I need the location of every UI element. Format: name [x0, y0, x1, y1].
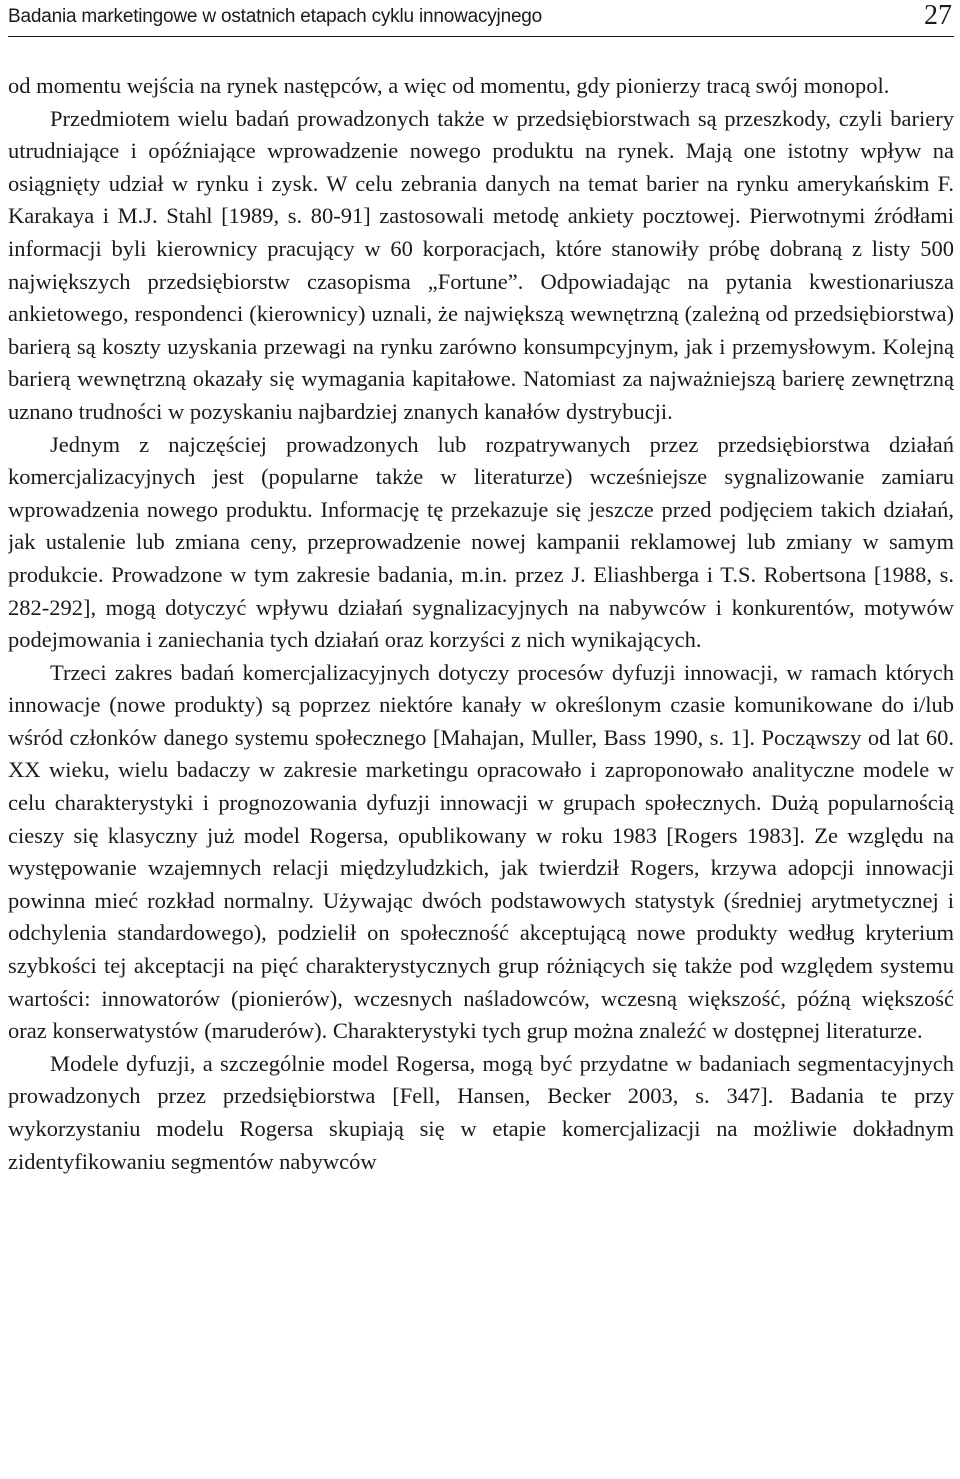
- running-title: Badania marketingowe w ostatnich etapach cyklu innowacyjnego: [8, 6, 543, 27]
- paragraph: Jednym z najczęściej prowadzonych lub rozpatrywanych przez przedsiębiorstwa działań komercjalizacyjnych jest (popularne także w literaturze) wcześniejsze sygnalizowanie zamiaru wprowadzenia nowego produktu. Informację tę przekazuje się jeszcze przed podjęciem takich działań, jak ustalenie lub zmiana ceny, przeprowadzenie nowej kampanii reklamowej lub zmiany w samym produkcie. Prowadzone w tym zakresie badania, m.in. przez J. Eliashberga i T.S. Robertsona [1988, s. 282-292], mogą dotyczyć wpływu działań sygnalizacyjnych na nabywców i konkurentów, motywów podejmowania i zaniechania tych działań oraz korzyści z nich wynikających.: [8, 431, 954, 653]
- running-header: [8, 2, 954, 37]
- paragraph-continuation: od momentu wejścia na rynek następców, a więc od momentu, gdy pionierzy tracą swój monopol.: [8, 73, 890, 98]
- document-page: [8, 0, 954, 1479]
- paragraph: Modele dyfuzji, a szczególnie model Rogersa, mogą być przydatne w badaniach segmentacyjnych prowadzonych przez przedsiębiorstwa [Fell, Hansen, Becker 2003, s. 347]. Badania te przy wykorzystaniu modelu Rogersa skupiają się w etapie komercjalizacji na możliwie dokładnym zidentyfikowaniu segmentów nabywców: [8, 1050, 954, 1174]
- paragraph: Trzeci zakres badań komercjalizacyjnych dotyczy procesów dyfuzji innowacji, w ramach których innowacje (nowe produkty) są poprzez niektóre kanały w określonym czasie komunikowane do i/lub wśród członków danego systemu społecznego [Mahajan, Muller, Bass 1990, s. 1]. Począwszy od lat 60. XX wieku, wielu badaczy w zakresie marketingu opracowało i zaproponowało analityczne modele w celu charakterystyki i prognozowania dyfuzji innowacji w grupach społecznych. Dużą popularnością cieszy się klasyczny już model Rogersa, opublikowany w roku 1983 [Rogers 1983]. Ze względu na występowanie wzajemnych relacji międzyludzkich, jak twierdził Rogers, krzywa adopcji innowacji powinna mieć rozkład normalny. Używając dwóch podstawowych statystyk (średniej arytmetycznej i odchylenia standardowego), podzielił on społeczność akceptującą nowe produkty według kryterium szybkości tej akceptacji na pięć charakterystycznych grup różniących się także pod względem systemu wartości: innowatorów (pionierów), wczesnych naśladowców, wczesną większość, późną większość oraz konserwatystów (maruderów). Charakterystyki tych grup można znaleźć w dostępnej literaturze.: [8, 659, 954, 1044]
- page-number: 27: [924, 0, 952, 31]
- body-text: [8, 70, 954, 1178]
- paragraph: Przedmiotem wielu badań prowadzonych także w przedsiębiorstwach są przeszkody, czyli bariery utrudniające i opóźniające wprowadzenie nowego produktu na rynek. Mają one istotny wpływ na osiągnięty udział w rynku i zysk. W celu zebrania danych na temat barier na rynku amerykańskim F. Karakaya i M.J. Stahl [1989, s. 80-91] zastosowali metodę ankiety pocztowej. Pierwotnymi źródłami informacji byli kierownicy pracujący w 60 korporacjach, które stanowiły próbę dobraną z listy 500 największych przedsiębiorstw czasopisma „Fortune”. Odpowiadając na pytania kwestionariusza ankietowego, respondenci (kierownicy) uznali, że największą wewnętrzną (zależną od przedsiębiorstwa) barierą są koszty uzyskania przewagi na rynku zarówno konsumpcyjnym, jak i przemysłowym. Kolejną barierą wewnętrzną okazały się wymagania kapitałowe. Natomiast za najważniejszą barierę zewnętrzną uznano trudności w pozyskaniu najbardziej znanych kanałów dystrybucji.: [8, 105, 954, 424]
